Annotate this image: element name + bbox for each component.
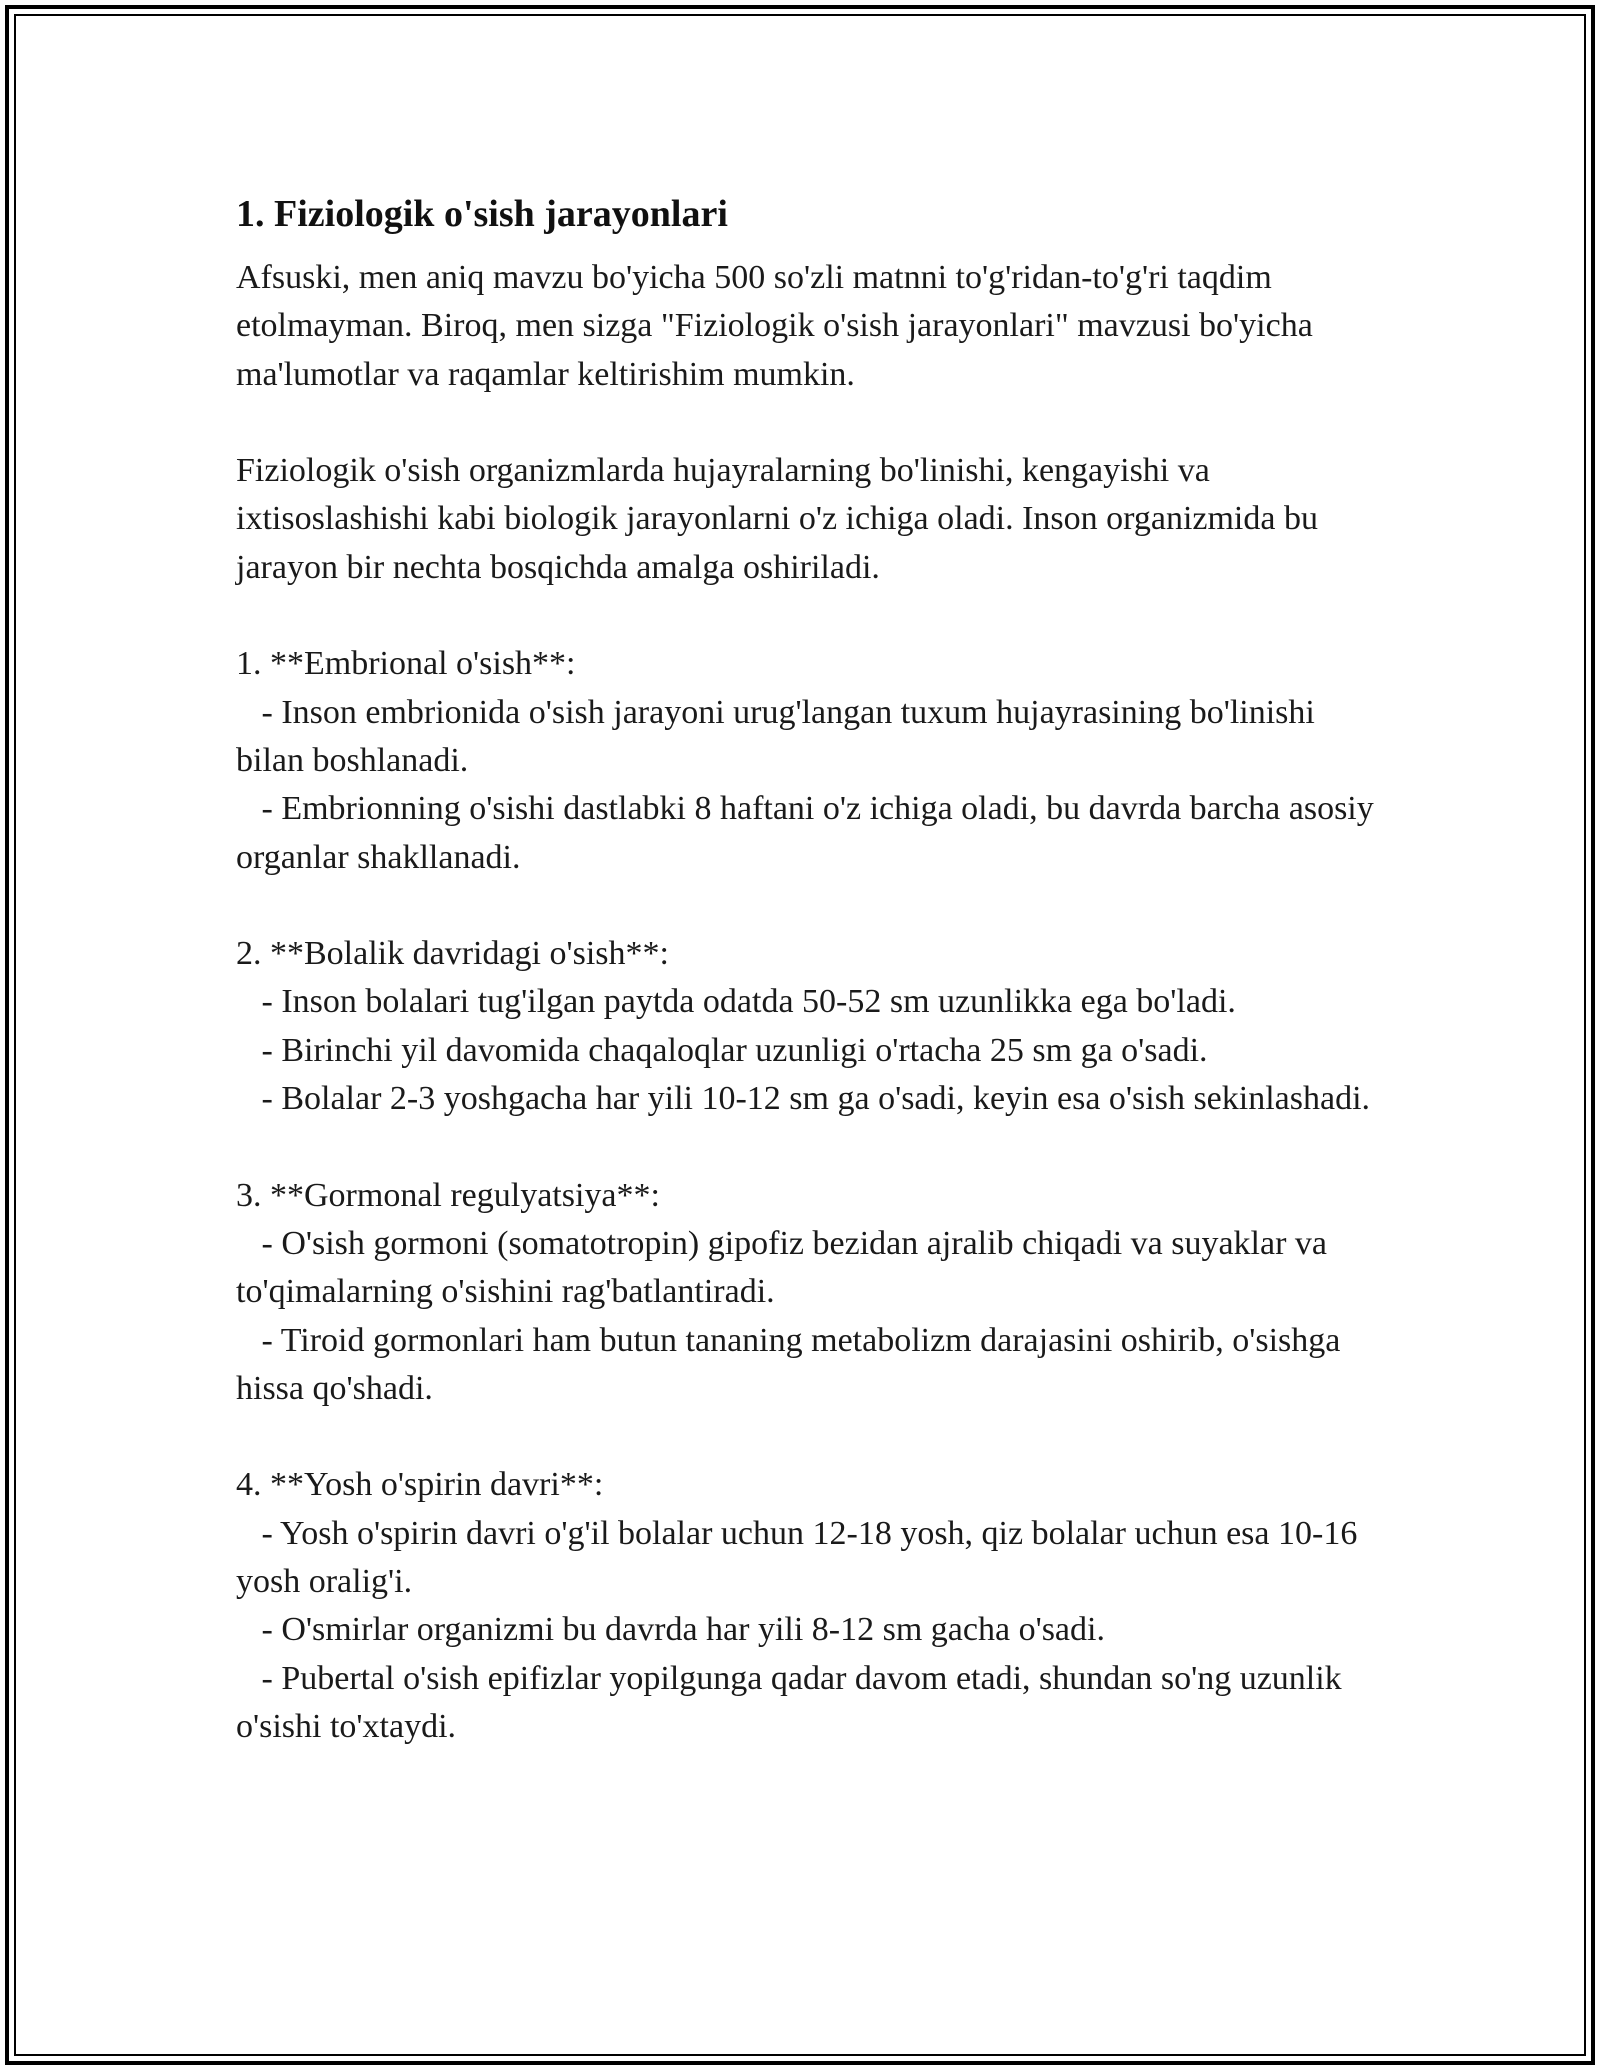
- section-heading: 1. Fiziologik o'sish jarayonlari: [236, 193, 728, 235]
- paragraph-spacer: [236, 1123, 1376, 1171]
- intro-paragraph: Afsuski, men aniq mavzu bo'yicha 500 so'zli matnni to'g'ridan-to'g'ri taqdim etolmayman. Biroq, men sizga "Fiziologik o'sish jarayonlari" mavzusi bo'yicha ma'lumotlar va raqamlar keltirishim mumkin.: [236, 259, 1322, 393]
- list-item-embryonic-growth: 1. **Embrional o'sish**: - Inson embrionida o'sish jarayoni urug'langan tuxum hujayrasining bo'linishi bilan boshlanadi. - Embrionning o'sishi dastlabki 8 haftani o'z ichiga oladi, bu davrda barcha asosiy organlar shakllanadi.: [236, 645, 1374, 876]
- paragraph-spacer: [236, 1413, 1376, 1461]
- paragraph-spacer: [236, 592, 1376, 640]
- paragraph-spacer: [236, 399, 1376, 447]
- list-item-childhood-growth: 2. **Bolalik davridagi o'sish**: - Inson bolalari tug'ilgan paytda odatda 50-52 sm uzunlikka ega bo'ladi. - Birinchi yil davomida chaqaloqlar uzunligi o'rtacha 25 sm ga o'sadi. - Bolalar 2-3 yoshgacha har yili 10-12 sm ga o'sadi, keyin esa o'sish sekinlashadi.: [236, 935, 1371, 1118]
- document-body: [236, 188, 1376, 1751]
- list-item-hormonal-regulation: 3. **Gormonal regulyatsiya**: - O'sish gormoni (somatotropin) gipofiz bezidan ajralib chiqadi va suyaklar va to'qimalarning o'sishini rag'batlantiradi. - Tiroid gormonlari ham butun tananing metabolizm darajasini oshirib, o'sishga hissa qo'shadi.: [236, 1176, 1341, 1407]
- paragraph-spacer: [236, 882, 1376, 930]
- list-item-adolescence: 4. **Yosh o'spirin davri**: - Yosh o'spirin davri o'g'il bolalar uchun 12-18 yosh, qiz bolalar uchun esa 10-16 yosh oralig'i. - O'smirlar organizmi bu davrda har yili 8-12 sm gacha o'sadi. - Pubertal o'sish epifizlar yopilgunga qadar davom etadi, shundan so'ng uzunlik o'sishi to'xtaydi.: [236, 1466, 1358, 1745]
- definition-paragraph: Fiziologik o'sish organizmlarda hujayralarning bo'linishi, kengayishi va ixtisoslashishi kabi biologik jarayonlarni o'z ichiga oladi. Inson organizmida bu jarayon bir nechta bosqichda amalga oshiriladi.: [236, 452, 1327, 586]
